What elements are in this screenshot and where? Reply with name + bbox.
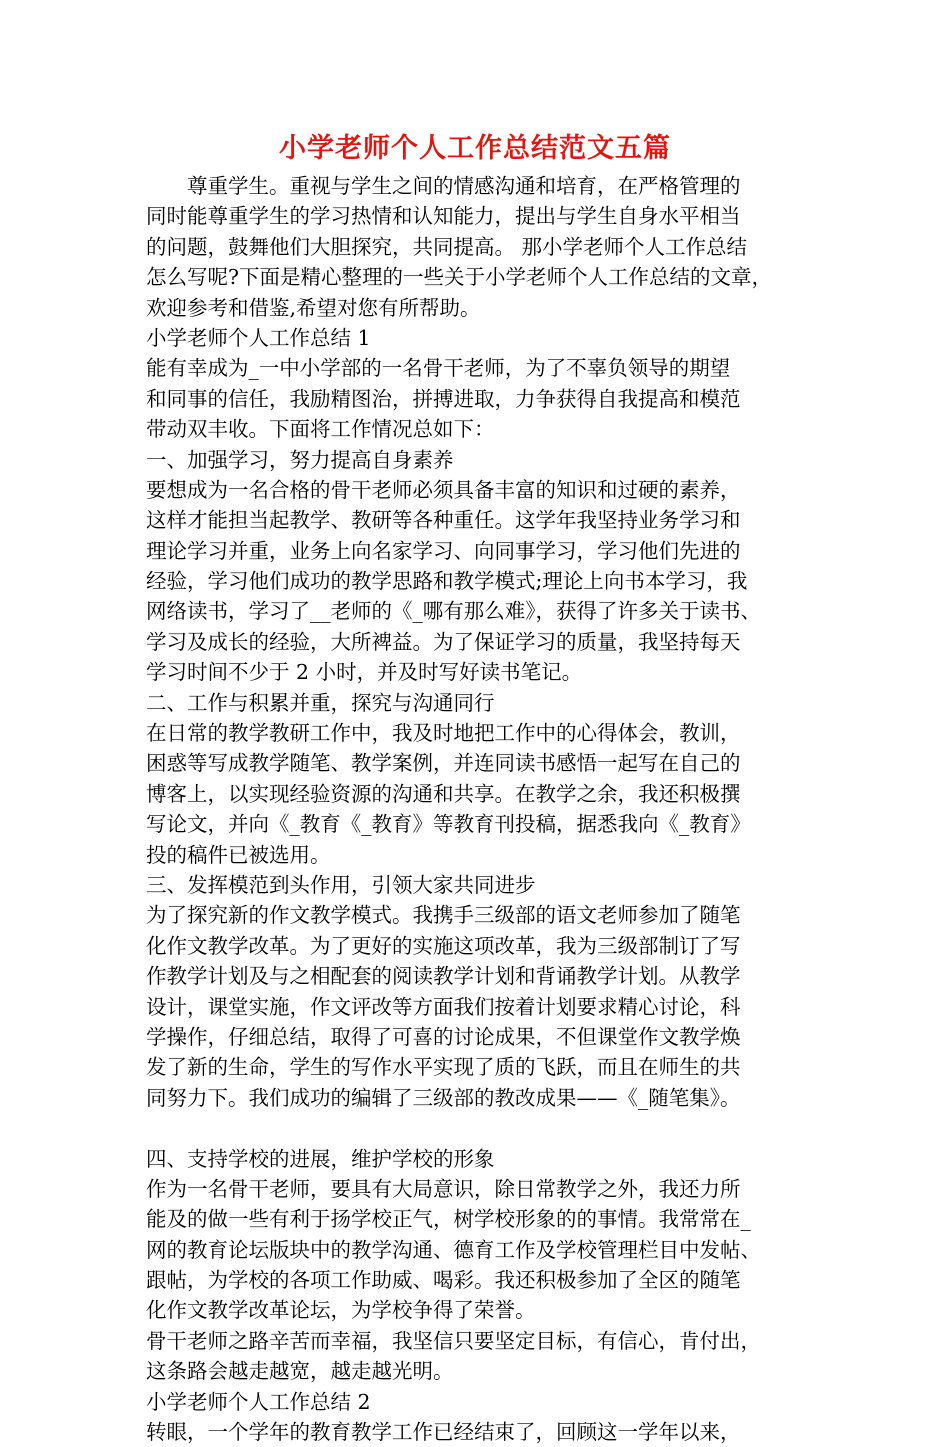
document-title: 小学老师个人工作总结范文五篇 xyxy=(279,133,671,164)
text-line: 四、支持学校的进展，维护学校的形象 xyxy=(146,1146,495,1171)
text-line: 的问题，鼓舞他们大胆探究，共同提高。 那小学老师个人工作总结 xyxy=(146,234,748,259)
text-line: 作教学计划及与之相配套的阅读教学计划和背诵教学计划。从教学 xyxy=(146,964,741,989)
text-line: 写论文，并向《_教育《_教育》等教育刊投稿，据悉我向《_教育》 xyxy=(146,812,751,837)
text-line: 要想成为一名合格的骨干老师必须具备丰富的知识和过硬的素养， xyxy=(146,477,741,502)
text-line: 博客上，以实现经验资源的沟通和共享。在教学之余，我还积极撰 xyxy=(146,781,741,806)
text-line: 学习及成长的经验，大所裨益。为了保证学习的质量，我坚持每天 xyxy=(146,629,741,654)
text-line: 三、发挥模范到头作用，引领大家共同进步 xyxy=(146,872,536,897)
text-line: 发了新的生命，学生的写作水平实现了质的飞跃，而且在师生的共 xyxy=(146,1055,741,1080)
text-line: 在日常的教学教研工作中，我及时地把工作中的心得体会，教训， xyxy=(146,721,741,746)
text-line: 学操作，仔细总结，取得了可喜的讨论成果，不但课堂作文教学焕 xyxy=(146,1024,741,1049)
text-line: 理论学习并重，业务上向名家学习、向同事学习，学习他们先进的 xyxy=(146,538,741,563)
text-line: 同时能尊重学生的学习热情和认知能力，提出与学生自身水平相当 xyxy=(146,204,741,229)
text-line: 网络读书，学习了__老师的《_哪有那么难》，获得了许多关于读书、 xyxy=(146,599,761,624)
blank-line xyxy=(146,1113,816,1143)
text-line: 一、加强学习，努力提高自身素养 xyxy=(146,447,454,472)
text-line: 网的教育论坛版块中的教学沟通、德育工作及学校管理栏目中发帖、 xyxy=(146,1237,761,1262)
text-line: 化作文教学改革。为了更好的实施这项改革，我为三级部制订了写 xyxy=(146,933,741,958)
text-line: 带动双丰收。下面将工作情况总如下： xyxy=(146,417,495,442)
text-line: 同努力下。我们成功的编辑了三级部的教改成果——《_随笔集》。 xyxy=(146,1085,741,1110)
text-line: 尊重学生。重视与学生之间的情感沟通和培育，在严格管理的 xyxy=(146,174,741,198)
text-line: 能有幸成为_一中小学部的一名骨干老师，为了不辜负领导的期望 xyxy=(146,356,731,381)
text-line: 为了探究新的作文教学模式。我携手三级部的语文老师参加了随笔 xyxy=(146,903,741,928)
text-line: 骨干老师之路辛苦而幸福，我坚信只要坚定目标，有信心，肯付出， xyxy=(146,1328,761,1353)
text-line: 和同事的信任，我励精图治，拼搏进取，力争获得自我提高和模范 xyxy=(146,386,741,411)
text-line: 转眼，一个学年的教育教学工作已经结束了，回顾这一学年以来， xyxy=(146,1420,741,1445)
text-line: 化作文教学改革论坛，为学校争得了荣誉。 xyxy=(146,1298,536,1323)
text-line: 经验，学习他们成功的教学思路和教学模式;理论上向书本学习，我 xyxy=(146,569,748,594)
text-line: 这条路会越走越宽，越走越光明。 xyxy=(146,1359,454,1384)
text-line: 怎么写呢?下面是精心整理的一些关于小学老师个人工作总结的文章， xyxy=(146,265,772,290)
text-line: 二、工作与积累并重，探究与沟通同行 xyxy=(146,690,495,715)
text-line: 作为一名骨干老师，要具有大局意识，除日常教学之外，我还力所 xyxy=(146,1176,741,1201)
text-line: 投的稿件已被选用。 xyxy=(146,842,331,867)
text-line: 困惑等写成教学随笔、教学案例，并连同读书感悟一起写在自己的 xyxy=(146,751,741,776)
text-line: 跟帖，为学校的各项工作助威、喝彩。我还积极参加了全区的随笔 xyxy=(146,1268,741,1293)
text-line: 学习时间不少于 2 小时，并及时写好读书笔记。 xyxy=(146,660,583,685)
text-line: 小学老师个人工作总结 1 xyxy=(146,325,371,350)
document-body xyxy=(146,171,816,1447)
text-line: 小学老师个人工作总结 2 xyxy=(146,1389,371,1414)
text-line: 设计，课堂实施，作文评改等方面我们按着计划要求精心讨论，科 xyxy=(146,994,741,1019)
text-line: 能及的做一些有利于扬学校正气，树学校形象的的事情。我常常在_ xyxy=(146,1207,751,1232)
text-line: 欢迎参考和借鉴,希望对您有所帮助。 xyxy=(146,295,481,320)
text-line: 这样才能担当起教学、教研等各种重任。这学年我坚持业务学习和 xyxy=(146,508,741,533)
